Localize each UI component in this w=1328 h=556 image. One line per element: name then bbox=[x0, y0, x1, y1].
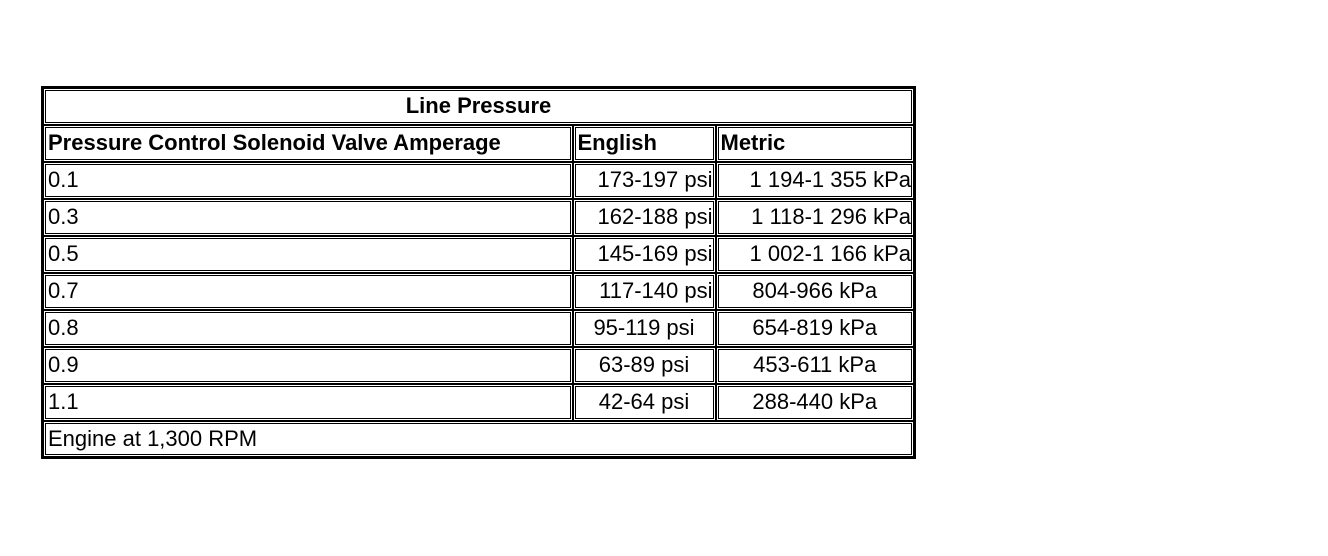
table-row bbox=[43, 347, 915, 384]
english-cell: 42-64 psi bbox=[573, 384, 716, 421]
title-row bbox=[43, 88, 915, 125]
metric-cell: 804-966 kPa bbox=[716, 273, 915, 310]
english-cell: 145-169 psi bbox=[573, 236, 716, 273]
english-cell: 95-119 psi bbox=[573, 310, 716, 347]
metric-cell: 1 194-1 355 kPa bbox=[716, 162, 915, 199]
header-metric: Metric bbox=[716, 125, 915, 162]
amperage-cell: 0.5 bbox=[43, 236, 573, 273]
line-pressure-table bbox=[41, 86, 916, 459]
amperage-cell: 0.9 bbox=[43, 347, 573, 384]
metric-cell: 1 002-1 166 kPa bbox=[716, 236, 915, 273]
metric-cell: 453-611 kPa bbox=[716, 347, 915, 384]
amperage-cell: 1.1 bbox=[43, 384, 573, 421]
footnote-row bbox=[43, 421, 915, 458]
table-row bbox=[43, 310, 915, 347]
header-row bbox=[43, 125, 915, 162]
table-row bbox=[43, 384, 915, 421]
english-cell: 173-197 psi bbox=[573, 162, 716, 199]
english-cell: 117-140 psi bbox=[573, 273, 716, 310]
amperage-cell: 0.3 bbox=[43, 199, 573, 236]
english-cell: 63-89 psi bbox=[573, 347, 716, 384]
header-amperage: Pressure Control Solenoid Valve Amperage bbox=[43, 125, 573, 162]
metric-cell: 1 118-1 296 kPa bbox=[716, 199, 915, 236]
english-cell: 162-188 psi bbox=[573, 199, 716, 236]
table-title: Line Pressure bbox=[43, 88, 915, 125]
table-row bbox=[43, 162, 915, 199]
amperage-cell: 0.7 bbox=[43, 273, 573, 310]
metric-cell: 654-819 kPa bbox=[716, 310, 915, 347]
table-row bbox=[43, 199, 915, 236]
header-english: English bbox=[573, 125, 716, 162]
table-row bbox=[43, 273, 915, 310]
amperage-cell: 0.1 bbox=[43, 162, 573, 199]
table-footnote: Engine at 1,300 RPM bbox=[43, 421, 915, 458]
table-row bbox=[43, 236, 915, 273]
amperage-cell: 0.8 bbox=[43, 310, 573, 347]
metric-cell: 288-440 kPa bbox=[716, 384, 915, 421]
